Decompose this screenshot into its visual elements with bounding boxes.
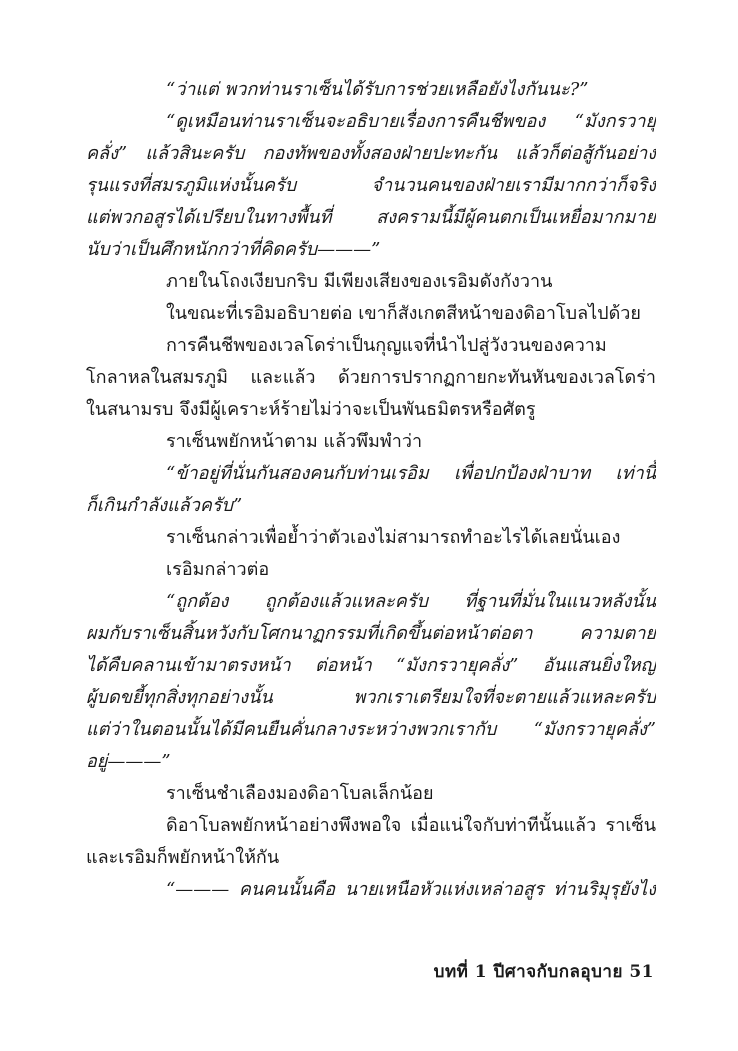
text-line: “ว่าแต่ พวกท่านราเซ็นได้รับการช่วยเหลือยังไงกันนะ?” <box>166 79 589 100</box>
text-line: ราเซ็นกล่าวเพื่อย้ำว่าตัวเองไม่สามารถทำอะไรได้เลยนั่นเอง <box>166 527 621 548</box>
text-line: การคืนชีพของเวลโดร่าเป็นกุญแจที่นำไปสู่วังวนของความ <box>166 335 607 356</box>
text-line: ในสนามรบ จึงมีผู้เคราะห์ร้ายไม่ว่าจะเป็นพันธมิตรหรือศัตรู <box>86 399 536 420</box>
text-line: “ดูเหมือนท่านราเซ็นจะอธิบายเรื่องการคืนชีพของ “มังกรวายุ <box>166 111 656 132</box>
text-line: ผู้บดขยี้ทุกสิ่งทุกอย่างนั้น พวกเราเตรียมใจที่จะตายแล้วแหละครับ <box>86 687 656 708</box>
text-line: ภายในโถงเงียบกริบ มีเพียงเสียงของเรอิมดังกังวาน <box>166 271 553 292</box>
text-line: ได้คืบคลานเข้ามาตรงหน้า ต่อหน้า “มังกรวายุคลั่ง” อันแสนยิ่งใหญ่ <box>86 655 656 676</box>
text-line: และเรอิมก็พยักหน้าให้กัน <box>86 847 280 868</box>
text-line: รุนแรงที่สมรภูมิแห่งนั้นครับ จำนวนคนของฝ่ายเรามีมากกว่าก็จริง <box>86 175 656 196</box>
text-line: นับว่าเป็นศึกหนักกว่าที่คิดครับ———” <box>86 239 381 260</box>
text-line: ในขณะที่เรอิมอธิบายต่อ เขาก็สังเกตสีหน้าของดิอาโบลไปด้วย <box>166 303 641 324</box>
text-line: ราเซ็นพยักหน้าตาม แล้วพึมพำว่า <box>166 431 423 452</box>
text-line: “——— คนคนนั้นคือ นายเหนือหัวแห่งเหล่าอสูร ท่านริมุรุยังไง <box>166 879 656 900</box>
text-line: ราเซ็นชำเลืองมองดิอาโบลเล็กน้อย <box>166 783 434 804</box>
text-line: “ข้าอยู่ที่นั่นกันสองคนกับท่านเรอิม เพื่อปกป้องฝ่าบาท เท่านี้ <box>166 463 656 484</box>
page-footer: บทที่ 1 ปีศาจกับกลอุบาย 51 <box>433 962 654 982</box>
text-line: ผมกับราเซ็นสิ้นหวังกับโศกนาฏกรรมที่เกิดขึ้นต่อหน้าต่อตา ความตาย <box>86 623 656 644</box>
text-line: โกลาหลในสมรภูมิ และแล้ว ด้วยการปรากฏกายกะทันหันของเวลโดร่า <box>86 367 656 388</box>
text-line: แต่ว่าในตอนนั้นได้มีคนยืนคั่นกลางระหว่างพวกเรากับ “มังกรวายุคลั่ง” <box>86 719 656 740</box>
body-text <box>86 74 656 906</box>
text-line: คลั่ง” แล้วสินะครับ กองทัพของทั้งสองฝ่ายปะทะกัน แล้วก็ต่อสู้กันอย่าง <box>86 143 656 164</box>
text-line: ก็เกินกำลังแล้วครับ” <box>86 495 243 516</box>
text-line: “ถูกต้อง ถูกต้องแล้วแหละครับ ที่ฐานที่มั่นในแนวหลังนั้น <box>166 591 656 612</box>
text-line: ดิอาโบลพยักหน้าอย่างพึงพอใจ เมื่อแน่ใจกับท่าทีนั้นแล้ว ราเซ็น <box>166 815 656 836</box>
text-line: แต่พวกอสูรได้เปรียบในทางพื้นที่ สงครามนี้มีผู้คนตกเป็นเหยื่อมากมาย <box>86 207 656 228</box>
text-line: เรอิมกล่าวต่อ <box>166 559 270 580</box>
text-line: อยู่———” <box>86 751 171 772</box>
